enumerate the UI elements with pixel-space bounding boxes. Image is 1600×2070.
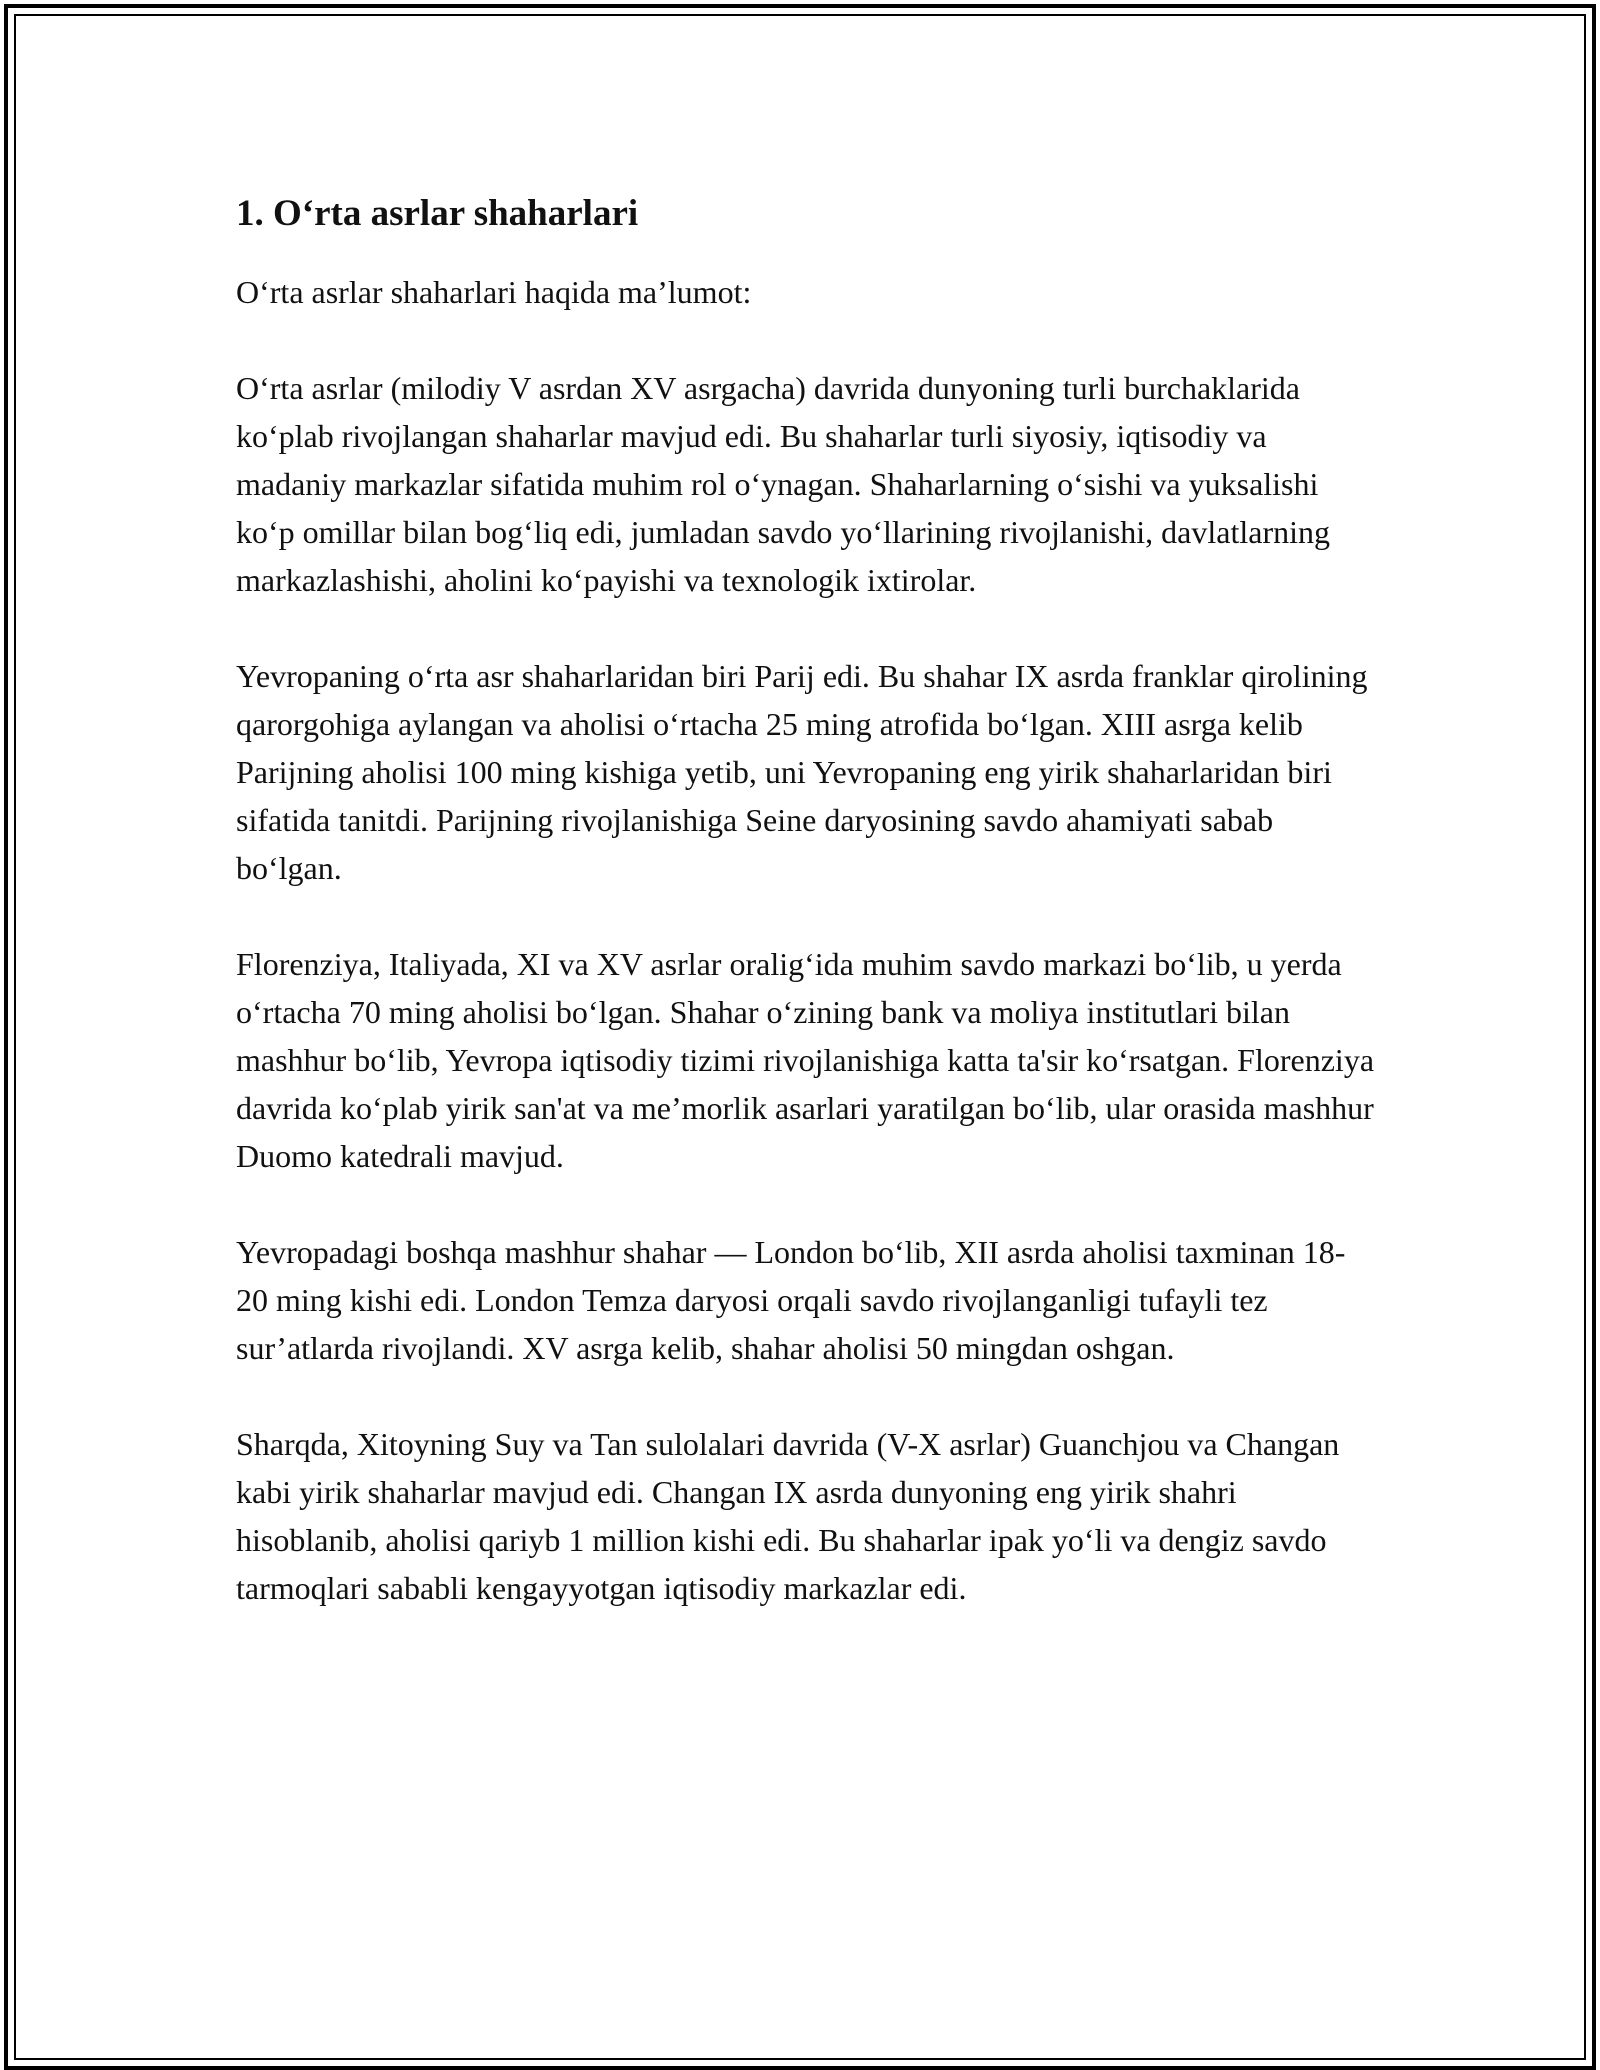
paragraph-china: Sharqda, Xitoyning Suy va Tan sulolalari davrida (V-X asrlar) Guanchjou va Changan kabi yirik shaharlar mavjud edi. Changan IX asrda dunyoning eng yirik shahri hisoblanib, aholisi qariyb 1 million kishi edi. Bu shaharlar ipak yo‘li va dengiz savdo tarmoqlari sababli kengayyotgan iqtisodiy markazlar edi. <box>236 1426 1340 1606</box>
paragraph-london: Yevropadagi boshqa mashhur shahar — London bo‘lib, XII asrda aholisi taxminan 18-20 ming kishi edi. London Temza daryosi orqali savdo rivojlanganligi tufayli tez sur’atlarda rivojlandi. XV asrga kelib, shahar aholisi 50 mingdan oshgan. <box>236 1234 1346 1366</box>
document-title: 1. O‘rta asrlar shaharlari <box>236 193 639 234</box>
paragraph-paris: Yevropaning o‘rta asr shaharlaridan biri Parij edi. Bu shahar IX asrda franklar qirolining qarorgohiga aylangan va aholisi o‘rtacha 25 ming atrofida bo‘lgan. XIII asrga kelib Parijning aholisi 100 ming kishiga yetib, uni Yevropaning eng yirik shaharlaridan biri sifatida tanitdi. Parijning rivojlanishiga Seine daryosining savdo ahamiyati sabab bo‘lgan. <box>236 658 1368 886</box>
paragraph-florence: Florenziya, Italiyada, XI va XV asrlar oralig‘ida muhim savdo markazi bo‘lib, u yerda o‘rtacha 70 ming aholisi bo‘lgan. Shahar o‘zining bank va moliya institutlari bilan mashhur bo‘lib, Yevropa iqtisodiy tizimi rivojlanishiga katta ta'sir ko‘rsatgan. Florenziya davrida ko‘plab yirik san'at va me’morlik asarlari yaratilgan bo‘lib, ular orasida mashhur Duomo katedrali mavjud. <box>236 946 1375 1174</box>
intro-line: O‘rta asrlar shaharlari haqida ma’lumot: <box>236 274 752 310</box>
paragraph-overview: O‘rta asrlar (milodiy V asrdan XV asrgacha) davrida dunyoning turli burchaklarida ko‘plab rivojlangan shaharlar mavjud edi. Bu shaharlar turli siyosiy, iqtisodiy va madaniy markazlar sifatida muhim rol o‘ynagan. Shaharlarning o‘sishi va yuksalishi ko‘p omillar bilan bog‘liq edi, jumladan savdo yo‘llarining rivojlanishi, davlatlarning markazlashishi, aholini ko‘payishi va texnologik ixtirolar. <box>236 370 1330 598</box>
document-body <box>236 186 1386 1660</box>
